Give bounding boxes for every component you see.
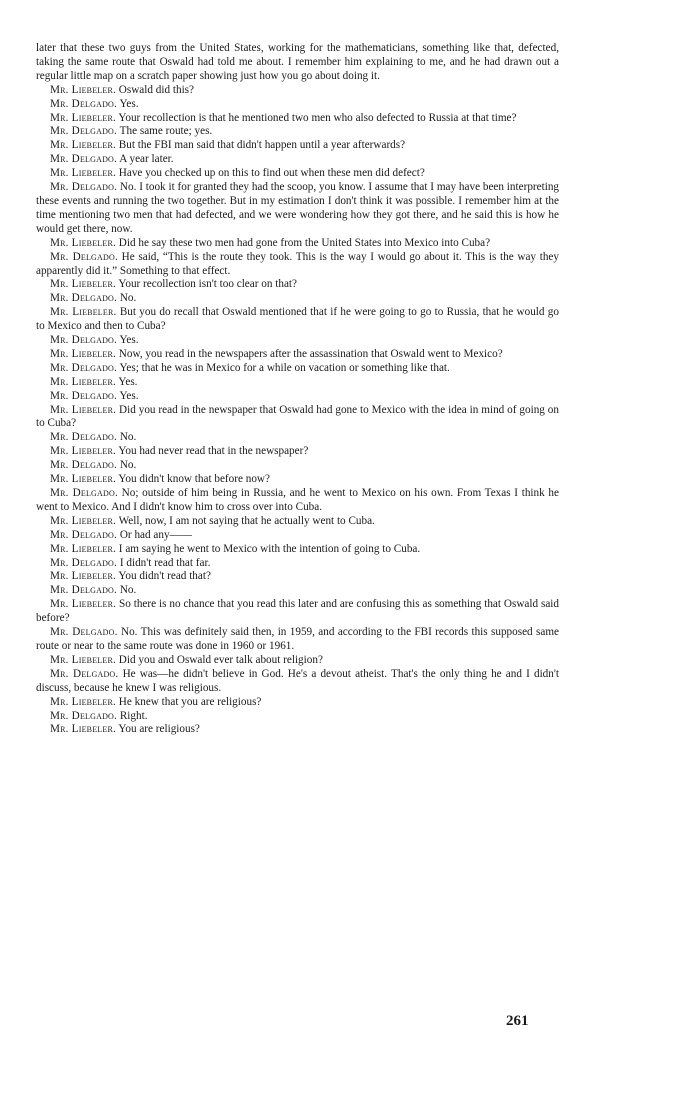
transcript-paragraph (36, 362, 559, 376)
transcript-paragraph (36, 390, 559, 404)
transcript-paragraph (36, 654, 559, 668)
transcript-paragraph (36, 723, 559, 737)
speech-text: But you do recall that Oswald mentioned that if he were going to go to Russia, that he would go to Mexico and then to Cuba? (36, 306, 559, 333)
transcript-paragraph (36, 529, 559, 543)
speaker-name: Mr. Delgado. (50, 584, 118, 597)
speaker-name: Mr. Delgado. (50, 487, 118, 499)
speaker-name: Mr. Liebeler. (50, 139, 116, 152)
speaker-name: Mr. Liebeler. (50, 306, 117, 319)
speech-text: Yes. (119, 389, 139, 402)
speech-text: No. (119, 292, 137, 305)
speech-text: Or had any—— (119, 528, 192, 541)
speech-text: Your recollection isn't too clear on that? (118, 278, 297, 291)
transcript-paragraph (36, 139, 559, 153)
speaker-name: Mr. Liebeler. (50, 598, 117, 611)
transcript-paragraph (36, 598, 559, 626)
speech-text: I didn't read that far. (119, 556, 211, 569)
speech-text: Yes. (119, 97, 139, 110)
speaker-name: Mr. Liebeler. (50, 473, 116, 486)
speech-text: Yes. (119, 334, 139, 347)
speaker-name: Mr. Liebeler. (50, 445, 116, 458)
speech-text: You had never read that in the newspaper? (118, 445, 309, 458)
speech-text: But the FBI man said that didn't happen until a year afterwards? (118, 139, 406, 152)
speech-text: I am saying he went to Mexico with the intention of going to Cuba. (118, 542, 421, 555)
speech-text: No. This was definitely said then, in 1959, and according to the FBI records this supposed same route or near to the same route was done in 1960 or 1961. (36, 626, 559, 652)
speaker-name: Mr. Delgado. (50, 125, 118, 138)
speaker-name: Mr. Liebeler. (50, 695, 116, 708)
speaker-name: Mr. Liebeler. (50, 347, 116, 360)
speech-text: No; outside of him being in Russia, and he went to Mexico on his own. From Texas I think he went to Mexico. And I didn't know him to cross over into Cuba. (36, 487, 559, 513)
speech-text: He said, “This is the route they took. This is the way I would go about it. This is the way they apparently did it.” Something to that effect. (36, 250, 559, 277)
speech-text: Your recollection is that he mentioned two men who also defected to Russia at that time? (118, 111, 517, 124)
speech-text: No. I took it for granted they had the scoop, you know. I assume that I may have been interpreting these events and running the two together. But in my estimation I don't think it was possible. I remember him at the time mentioning two men that had defected, and we were wondering how they got there, and he said this is how he would get there, now. (36, 181, 560, 235)
speaker-name: Mr. Delgado. (50, 334, 118, 347)
speaker-name: Mr. Delgado. (50, 431, 118, 444)
transcript-paragraph (36, 98, 559, 112)
transcript-paragraph (36, 376, 559, 390)
speech-text: You didn't read that? (118, 570, 211, 583)
speech-text: You are religious? (118, 723, 200, 736)
speech-text: No. (119, 584, 137, 597)
transcript-paragraph (36, 84, 559, 98)
transcript-paragraph (36, 348, 559, 362)
speech-text: He was—he didn't believe in God. He's a devout atheist. That's the only thing he and I didn't discuss, because he knew I was religious. (36, 667, 559, 694)
speaker-name: Mr. Liebeler. (50, 236, 116, 249)
speaker-name: Mr. Delgado. (50, 292, 118, 305)
speech-text: The same route; yes. (119, 125, 213, 138)
speaker-name: Mr. Liebeler. (50, 570, 116, 583)
transcript-paragraph (36, 334, 559, 348)
speaker-name: Mr. Delgado. (50, 556, 118, 569)
transcript-paragraph (36, 167, 559, 181)
transcript-paragraph (36, 404, 559, 432)
speech-text: Did he say these two men had gone from the United States into Mexico into Cuba? (118, 236, 491, 249)
transcript-paragraph (36, 459, 559, 473)
speech-text: No. (119, 459, 137, 472)
transcript-paragraph (36, 125, 559, 139)
speaker-name: Mr. Liebeler. (50, 542, 116, 555)
speaker-name: Mr. Delgado. (50, 389, 118, 402)
speaker-name: Mr. Delgado. (50, 153, 118, 166)
transcript-paragraph (36, 278, 559, 292)
speaker-name: Mr. Delgado. (50, 97, 118, 110)
transcript-paragraph (36, 112, 559, 126)
speaker-name: Mr. Delgado. (50, 667, 119, 680)
speaker-name: Mr. Delgado. (50, 361, 118, 374)
transcript-paragraph (36, 306, 559, 334)
speaker-name: Mr. Delgado. (50, 528, 118, 541)
page-number: 261 (506, 1013, 529, 1029)
speech-text: You didn't know that before now? (118, 473, 270, 486)
speech-text: Right. (119, 709, 148, 722)
speaker-name: Mr. Liebeler. (50, 653, 116, 666)
speaker-name: Mr. Delgado. (50, 250, 118, 263)
speaker-name: Mr. Delgado. (50, 709, 118, 722)
speaker-name: Mr. Liebeler. (50, 111, 116, 124)
speaker-name: Mr. Liebeler. (50, 514, 116, 527)
speaker-name: Mr. Delgado. (50, 626, 118, 639)
speech-text: A year later. (119, 153, 174, 166)
transcript-paragraph (36, 445, 559, 459)
speech-text: Did you read in the newspaper that Oswald had gone to Mexico with the idea in mind of going on to Cuba? (36, 403, 559, 430)
speech-text: Have you checked up on this to find out when these men did defect? (118, 167, 425, 180)
transcript-page (36, 42, 559, 737)
speech-text: So there is no chance that you read this later and are confusing this as something that Oswald said before? (36, 598, 559, 625)
speech-text: No. (119, 431, 137, 444)
speech-text: Did you and Oswald ever talk about religion? (118, 653, 323, 666)
transcript-paragraph (36, 584, 559, 598)
speech-text: He knew that you are religious? (118, 695, 262, 708)
transcript-paragraph (36, 251, 559, 279)
transcript-paragraph (36, 473, 559, 487)
transcript-paragraph (36, 696, 559, 710)
transcript-paragraph (36, 543, 559, 557)
speaker-name: Mr. Liebeler. (50, 83, 116, 96)
speech-text: Well, now, I am not saying that he actually went to Cuba. (118, 514, 375, 527)
speaker-name: Mr. Liebeler. (50, 375, 116, 388)
speaker-name: Mr. Liebeler. (50, 723, 116, 736)
speech-text: Now, you read in the newspapers after the assassination that Oswald went to Mexico? (118, 347, 503, 360)
transcript-paragraph (36, 515, 559, 529)
transcript-paragraph (36, 487, 559, 515)
transcript-paragraph (36, 570, 559, 584)
speaker-name: Mr. Liebeler. (50, 403, 117, 416)
speech-text: later that these two guys from the United States, working for the mathematicians, something like that, defected, taking the same route that Oswald had told me about. I remember him explaining to me, and he had drawn out a regular little map on a scratch paper showing just how you go about doing it. (36, 42, 559, 82)
speaker-name: Mr. Liebeler. (50, 167, 116, 180)
speech-text: Yes. (118, 375, 138, 388)
transcript-paragraph (36, 557, 559, 571)
transcript-paragraph (36, 668, 559, 696)
speaker-name: Mr. Delgado. (50, 459, 118, 472)
transcript-paragraph (36, 42, 559, 84)
transcript-paragraph (36, 153, 559, 167)
transcript-paragraph (36, 237, 559, 251)
speech-text: Oswald did this? (118, 83, 194, 96)
speech-text: Yes; that he was in Mexico for a while on vacation or something like that. (119, 361, 450, 374)
transcript-paragraph (36, 181, 559, 237)
speaker-name: Mr. Delgado. (50, 181, 118, 194)
speaker-name: Mr. Liebeler. (50, 278, 116, 291)
transcript-paragraph (36, 626, 559, 654)
transcript-paragraph (36, 292, 559, 306)
transcript-paragraph (36, 431, 559, 445)
transcript-paragraph (36, 710, 559, 724)
